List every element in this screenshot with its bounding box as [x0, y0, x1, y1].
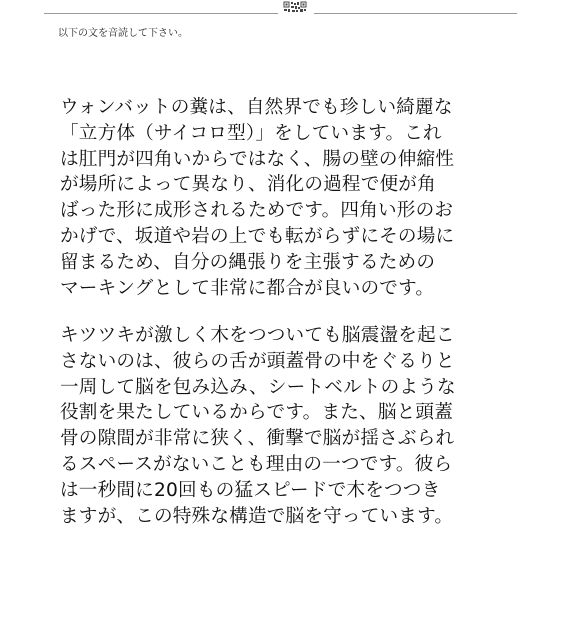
passage-line: るスペースがないことも理由の一つです。彼ら [60, 453, 453, 475]
passage-line: 骨の隙間が非常に狭く、衝撃で脳が揺さぶられ [60, 428, 455, 450]
passage-line: は一秒間に20回もの猛スピードで木をつつき [60, 479, 441, 501]
top-divider-right [314, 13, 517, 14]
passage-line: は肛門が四角いからではなく、腸の壁の伸縮性 [60, 148, 455, 170]
passage-line: 留まるため、自分の縄張りを主張するための [60, 251, 436, 273]
instruction-text: 以下の文を音読して下さい。 [58, 28, 188, 39]
qr-code-icon [283, 0, 307, 10]
passage-line: 一周して脳を包み込み、シートベルトのような [60, 376, 456, 398]
passage-line: 役割を果たしているからです。また、脳と頭蓋 [60, 402, 453, 424]
top-divider-left [44, 13, 278, 14]
passage-line: さないのは、彼らの舌が頭蓋骨の中をぐるりと [60, 350, 455, 372]
passage-line: ウォンバットの糞は、自然界でも珍しい綺麗な [60, 97, 453, 118]
passage-line: ますが、この特殊な構造で脳を守っています。 [60, 505, 454, 527]
passage-line: キツツキが激しく木をつついても脳震盪を起こ [60, 325, 455, 346]
passage-line: ばった形に成形されるためです。四角い形のお [60, 200, 454, 222]
passage-wombat [60, 95, 510, 301]
passage-line: マーキングとして非常に都合が良いのです。 [60, 277, 435, 299]
passage-line: が場所によって異なり、消化の過程で便が角 [60, 174, 436, 196]
passage-woodpecker [60, 323, 510, 529]
passage-line: かげで、坂道や岩の上でも転がらずにその場に [60, 225, 455, 247]
passage-line: 「立方体（サイコロ型）」をしています。これ [60, 122, 442, 144]
